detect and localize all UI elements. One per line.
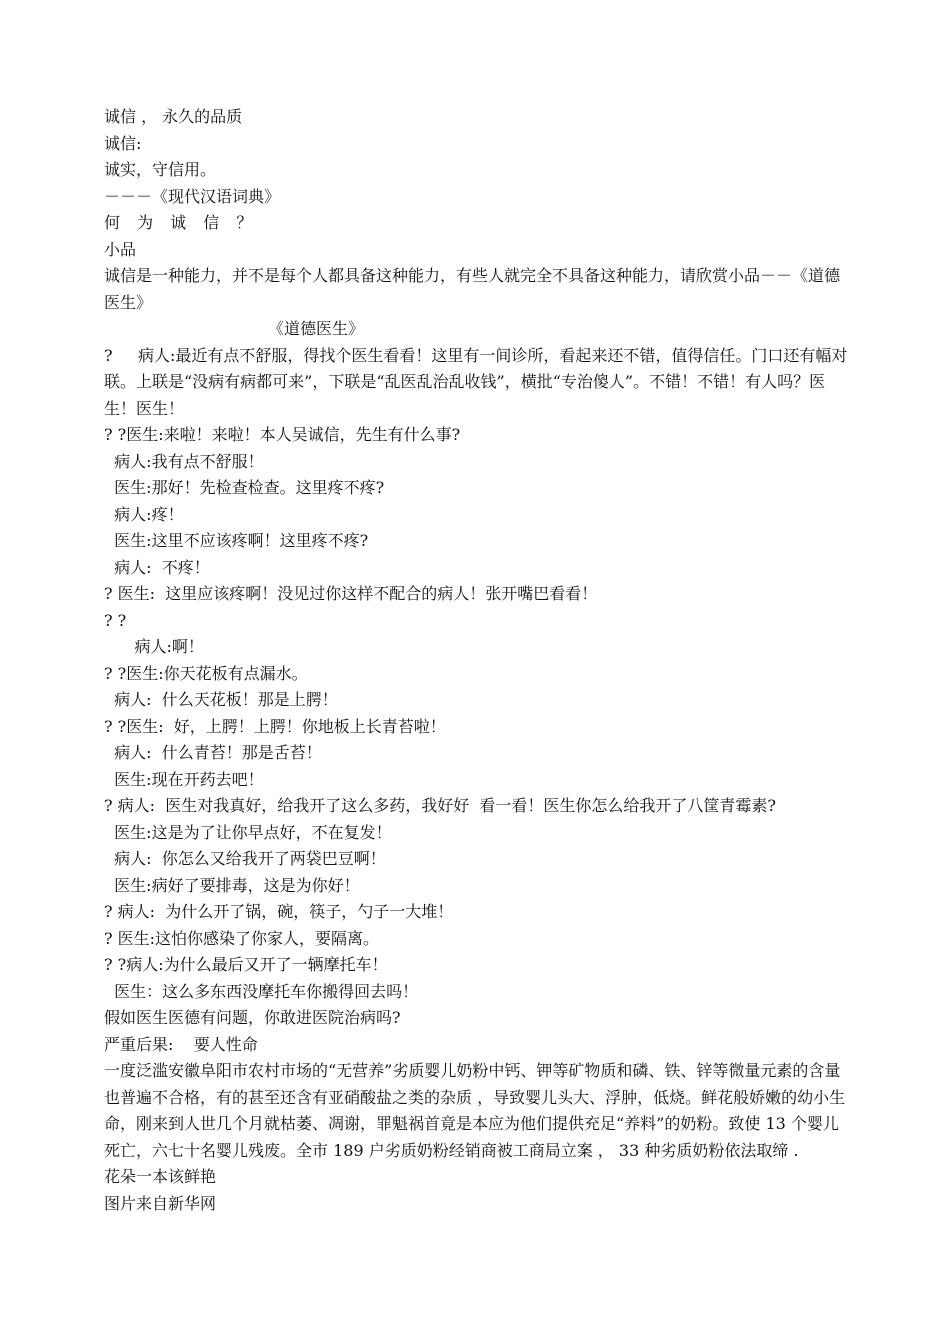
dialogue-line: 医生:现在开药去吧！	[104, 769, 264, 789]
dialogue-line: 医生:那好！先检查检查。这里疼不疼?	[104, 478, 385, 497]
definition-source: －－－《现代汉语词典》	[104, 186, 281, 206]
dialogue-line: 医生:病好了要排毒，这是为你好！	[104, 875, 360, 895]
image-credit: 图片来自新华网	[104, 1193, 217, 1213]
news-paragraph: 一度泛滥安徽阜阳市农村市场的“无营养”劣质婴儿奶粉中钙、钾等矿物质和磷、铁、锌等微量元素的含量也普遍不合格，有的甚至还含有亚硝酸盐之类的杂质 ，导致婴儿头大、浮肿，低烧。鲜花般娇嫩的幼小生命，刚来到人世几个月就枯萎、凋谢，罪魁祸首竟是本应为他们提供充足“养料”的奶粉。致使 13 个婴儿死亡，六七十名婴儿残废。全市 189 户劣质奶粉经销商被工商局立案 ， 33 种劣质奶粉依法取缔 .	[104, 1061, 846, 1160]
dialogue-line: 病人:我有点不舒服！	[104, 451, 264, 471]
dialogue-line: 医生：这么多东西没摩托车你搬得回去吗！	[104, 981, 419, 1001]
dialogue-line: ? 医生: 这里应该疼啊！没见过你这样不配合的病人！张开嘴巴看看！	[104, 584, 598, 603]
dialogue-line: 医生:这是为了让你早点好，不在复发！	[104, 822, 392, 842]
dialogue-line: 病人:疼！	[104, 504, 184, 524]
skit-opening: ? 病人:最近有点不舒服，得找个医生看看！这里有一间诊所，看起来还不错，值得信任。门口还有幅对联。上联是“没病有病都可来”，下联是“乱医乱治乱收钱”，横批“专治傻人”。不错！不错！有人吗？医生！医生！	[104, 345, 848, 418]
dialogue-block	[104, 422, 850, 1058]
dialogue-line: ? ?	[104, 610, 127, 630]
question-line: 假如医生医德有问题，你敢进医院治病吗?	[104, 1008, 401, 1027]
dialogue-line: 医生:这里不应该疼啊！这里疼不疼?	[104, 531, 369, 550]
dialogue-line: ? ?医生:你天花板有点漏水。	[104, 663, 308, 683]
dialogue-line: 病人: 什么青苔！那是舌苔！	[104, 743, 322, 762]
dialogue-line: ? ?医生:来啦！来啦！本人吴诚信，先生有什么事?	[104, 425, 461, 444]
document-page	[104, 104, 850, 1217]
dialogue-line: ? 医生:这怕你感染了你家人，要隔离。	[104, 928, 380, 948]
dialogue-line: 病人: 不疼！	[104, 557, 210, 577]
dialogue-line: ? 病人: 医生对我真好，给我开了这么多药，我好好 看一看！医生你怎么给我开了八筐青霉素?	[104, 796, 776, 815]
definition-text: 诚实，守信用。	[104, 160, 217, 179]
dialogue-line: 病人: 你怎么又给我开了两袋巴豆啊！	[104, 849, 386, 868]
dialogue-line: ? ?医生: 好，上腭！上腭！你地板上长青苔啦！	[104, 716, 446, 736]
intro-paragraph: 诚信是一种能力，并不是每个人都具备这种能力，有些人就完全不具备这种能力，请欣赏小品－－《道德医生》	[104, 266, 841, 312]
question-line: 何 为 诚 信 ？	[104, 213, 259, 232]
skit-title: 《道德医生》	[268, 319, 365, 338]
closing-line: 花朵一本该鲜艳	[104, 1167, 217, 1186]
dialogue-line: ? 病人: 为什么开了锅，碗，筷子，勺子一大堆！	[104, 902, 454, 921]
dialogue-line: 病人: 什么天花板！那是上腭！	[104, 690, 338, 709]
dialogue-line: ? ?病人:为什么最后又开了一辆摩托车！	[104, 955, 388, 974]
section-label: 小品	[104, 239, 137, 259]
dialogue-line: 病人:啊！	[104, 637, 204, 656]
consequence-line: 严重后果: 要人性命	[104, 1034, 258, 1054]
definition-term: 诚信:	[104, 133, 142, 153]
heading-line: 诚信 ， 永久的品质	[104, 107, 243, 126]
